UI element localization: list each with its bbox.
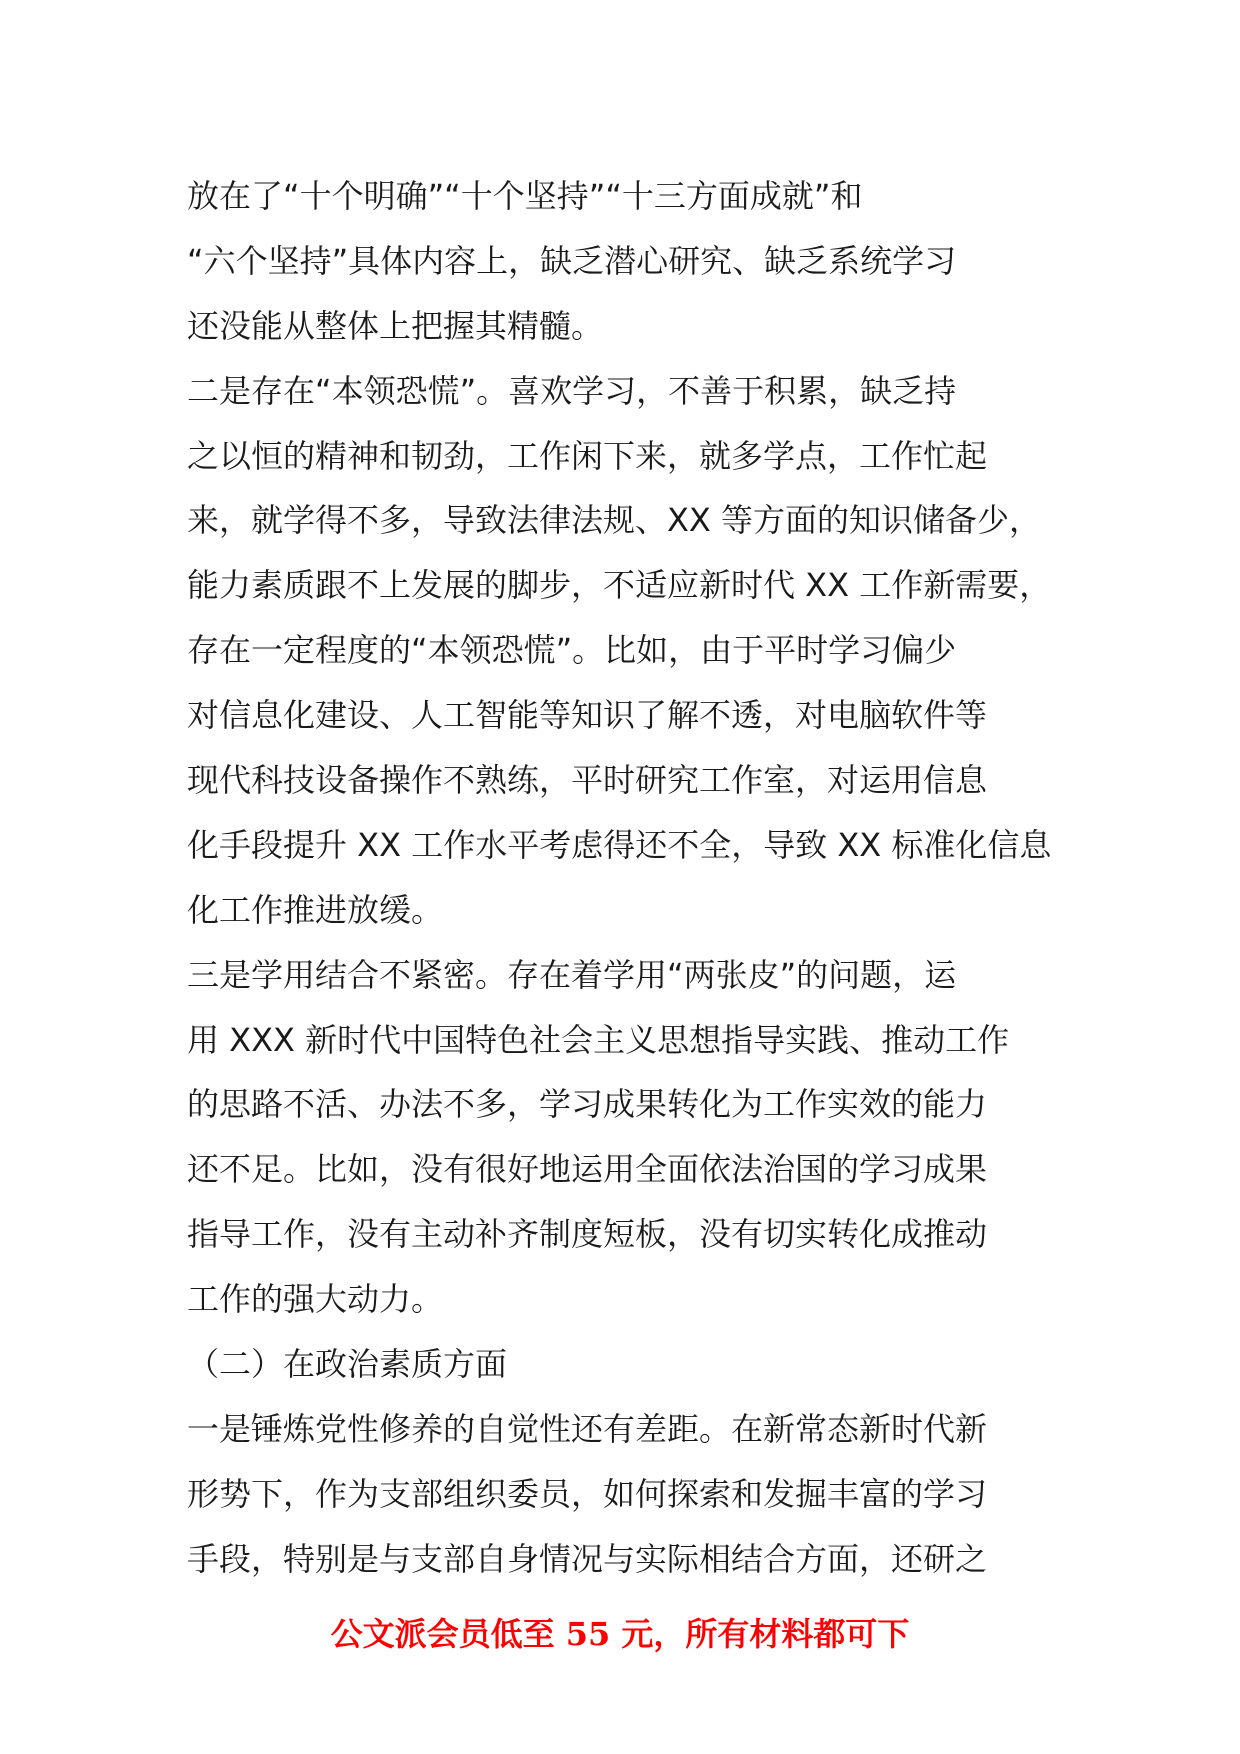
text-line: 三是学用结合不紧密。存在着学用“两张皮”的问题，运 bbox=[187, 955, 957, 994]
text-line: 手段，特别是与支部自身情况与实际相结合方面，还研之 bbox=[187, 1539, 988, 1578]
text-line: 能力素质跟不上发展的脚步，不适应新时代 XX 工作新需要， bbox=[187, 566, 1052, 605]
text-line: 工作的强大动力。 bbox=[187, 1280, 444, 1319]
text-line: 化工作推进放缓。 bbox=[187, 890, 444, 929]
text-line: 之以恒的精神和韧劲，工作闲下来，就多学点，工作忙起 bbox=[187, 436, 988, 475]
text-line: 还不足。比如，没有很好地运用全面依法治国的学习成果 bbox=[187, 1150, 988, 1189]
text-line: 形势下，作为支部组织委员，如何探索和发掘丰富的学习 bbox=[187, 1474, 988, 1513]
text-line: 放在了“十个明确”“十个坚持”“十三方面成就”和 bbox=[187, 177, 863, 215]
text-line: 的思路不活、办法不多，学习成果转化为工作实效的能力 bbox=[187, 1085, 988, 1124]
text-line: “六个坚持”具体内容上，缺乏潜心研究、缺乏系统学习 bbox=[187, 241, 957, 280]
text-line: 对信息化建设、人工智能等知识了解不透，对电脑软件等 bbox=[187, 696, 988, 735]
text-line: 化手段提升 XX 工作水平考虑得还不全，导致 XX 标准化信息 bbox=[187, 825, 1052, 864]
body-text bbox=[187, 164, 1087, 1592]
text-line: 用 XXX 新时代中国特色社会主义思想指导实践、推动工作 bbox=[187, 1020, 1010, 1059]
text-line: 指导工作，没有主动补齐制度短板，没有切实转化成推动 bbox=[187, 1215, 988, 1254]
footer-promo-note: 公文派会员低至 55 元，所有材料都可下 bbox=[330, 1615, 910, 1653]
text-line: 一是锤炼党性修养的自觉性还有差距。在新常态新时代新 bbox=[187, 1409, 988, 1448]
text-line: 还没能从整体上把握其精髓。 bbox=[187, 306, 604, 345]
section-heading: （二）在政治素质方面 bbox=[187, 1345, 508, 1384]
text-line: 存在一定程度的“本领恐慌”。比如，由于平时学习偏少 bbox=[187, 631, 957, 670]
text-line: 现代科技设备操作不熟练，平时研究工作室，对运用信息 bbox=[187, 761, 988, 800]
text-line: 二是存在“本领恐慌”。喜欢学习，不善于积累，缺乏持 bbox=[187, 371, 957, 410]
text-line: 来，就学得不多，导致法律法规、XX 等方面的知识储备少， bbox=[187, 501, 1042, 540]
